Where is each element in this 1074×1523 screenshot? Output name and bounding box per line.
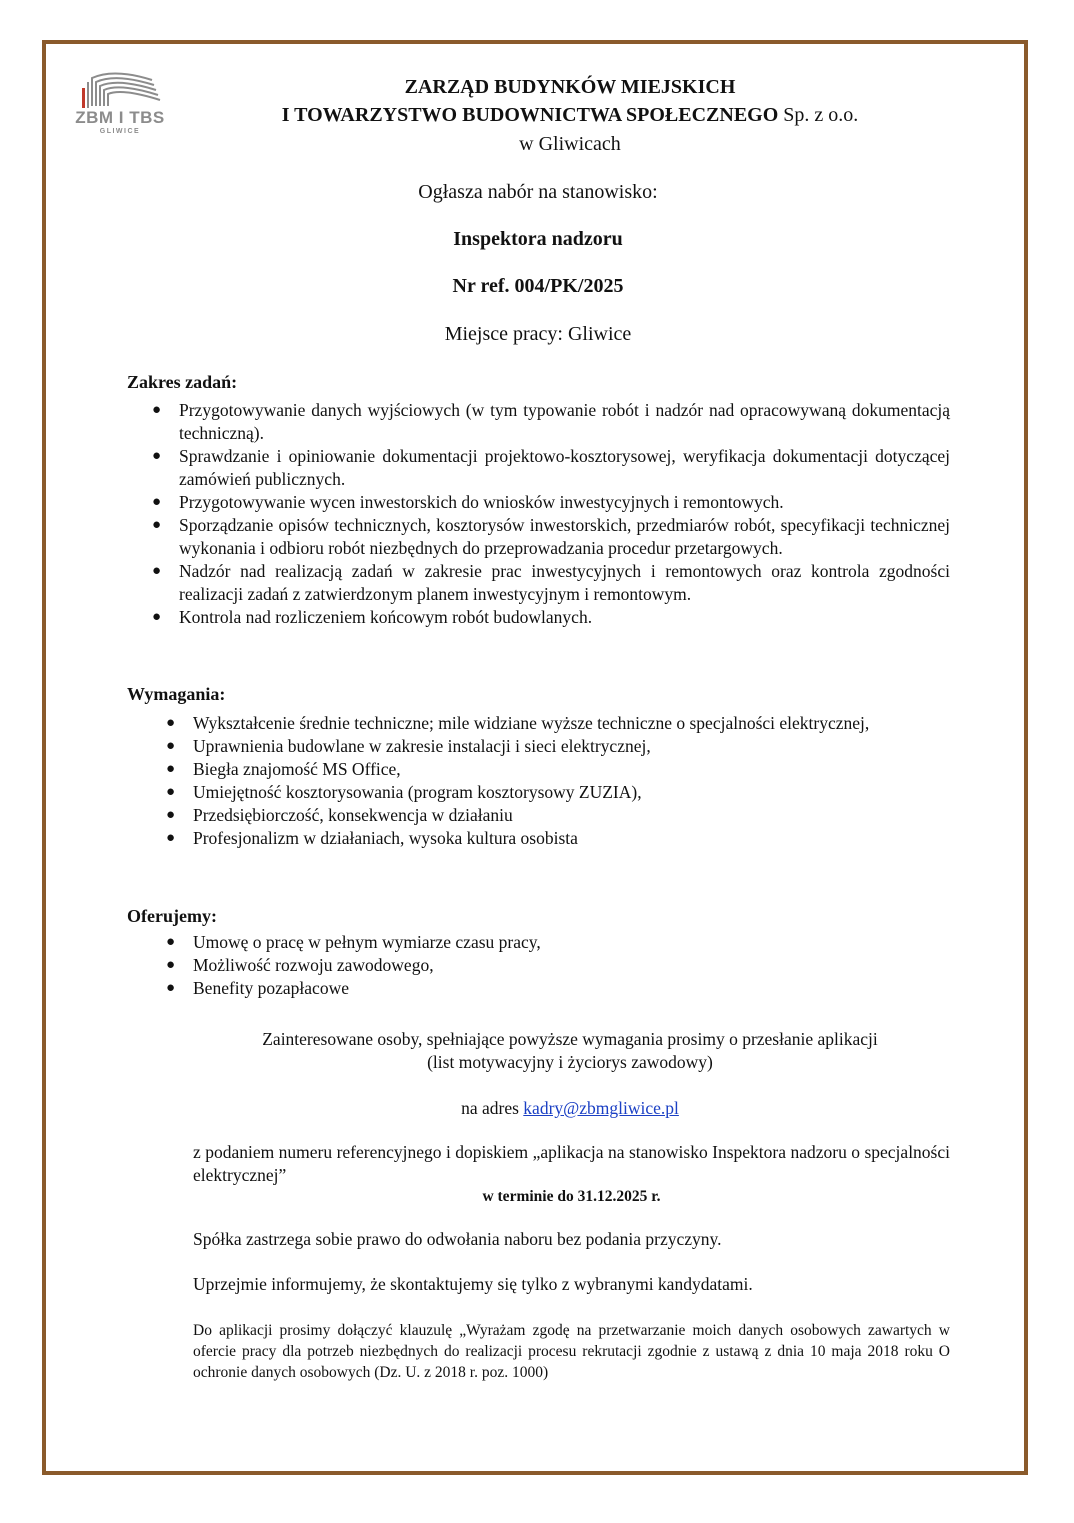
contact-notice: Uprzejmie informujemy, że skontaktujemy się tylko z wybranymi kandydatami.	[193, 1274, 753, 1294]
list-item: ● Nadzór nad realizacją zadań w zakresie prac inwestycyjnych i remontowych oraz kontrola zgodności realizacji zadań z zatwierdzonym planem inwestycyjnym i remontowym.	[152, 561, 950, 604]
list-item: ● Profesjonalizm w działaniach, wysoka kultura osobista	[166, 828, 578, 848]
address-prefix: na adres	[461, 1098, 524, 1118]
application-instructions	[150, 1028, 990, 1074]
list-item: ● Benefity pozapłacowe	[166, 978, 349, 998]
list-item: ● Sprawdzanie i opiniowanie dokumentacji projektowo-kosztorysowej, weryfikacja dokumentacji dotyczącej zamówień publicznych.	[152, 446, 950, 489]
email-link[interactable]: kadry@zbmgliwice.pl	[523, 1098, 679, 1118]
list-item: ● Wykształcenie średnie techniczne; mile widziane wyższe techniczne o specjalności elektrycznej,	[166, 713, 870, 733]
reference-note: z podaniem numeru referencyjnego i dopiskiem „aplikacja na stanowisko Inspektora nadzoru o specjalności elektrycznej”	[193, 1142, 950, 1185]
list-item: ● Umiejętność kosztorysowania (program kosztorysowy ZUZIA),	[166, 782, 642, 802]
header-company-name: I TOWARZYSTWO BUDOWNICTWA SPOŁECZNEGO	[281, 104, 779, 126]
announcement: Ogłasza nabór na stanowisko:	[418, 181, 658, 203]
application-address	[150, 1097, 990, 1120]
logo-subtext: GLIWICE	[99, 128, 141, 135]
list-item: ● Biegła znajomość MS Office,	[166, 759, 401, 779]
list-item: ● Sporządzanie opisów technicznych, kosztorysów inwestorskich, przedmiarów robót, specyfikacji technicznej wykonania i odbioru robót niezbędnych do przeprowadzania procedur przetargowych.	[152, 515, 950, 558]
requirements-title: Wymagania:	[127, 684, 226, 704]
header-company-form: Sp. z o.o.	[778, 104, 859, 126]
position-title: Inspektora nadzoru	[453, 228, 623, 250]
offer-list	[166, 931, 873, 1000]
logo-text: ZBM I TBS	[75, 108, 165, 127]
tasks-list	[152, 399, 950, 629]
requirements-list	[166, 712, 873, 850]
offer-title: Oferujemy:	[127, 906, 217, 926]
workplace: Miejsce pracy: Gliwice	[444, 323, 632, 345]
list-item: ● Umowę o pracę w pełnym wymiarze czasu pracy,	[166, 932, 541, 952]
reserve-notice: Spółka zastrzega sobie prawo do odwołania naboru bez podania przyczyny.	[193, 1229, 722, 1249]
list-item: ● Przygotowywanie danych wyjściowych (w tym typowanie robót i nadzór nad opracowywaną dokumentacją techniczną).	[152, 400, 950, 443]
list-item: ● Przedsiębiorczość, konsekwencja w działaniu	[166, 805, 513, 825]
list-item: ● Uprawnienia budowlane w zakresie instalacji i sieci elektrycznej,	[166, 736, 651, 756]
deadline: w terminie do 31.12.2025 r.	[482, 1188, 661, 1205]
header-line-1: ZARZĄD BUDYNKÓW MIEJSKICH	[404, 76, 736, 98]
list-item: ● Przygotowywanie wycen inwestorskich do wniosków inwestycyjnych i remontowych.	[152, 492, 784, 512]
gdpr-clause: Do aplikacji prosimy dołączyć klauzulę „Wyrażam zgodę na przetwarzanie moich danych osobowych zawartych w ofercie pracy dla potrzeb niezbędnych do realizacji procesu rekrutacji zgodnie z ustawą z dnia 10 maja 2018 roku O ochronie danych osobowych (Dz. U. z 2018 r. poz. 1000)	[193, 1322, 950, 1381]
header-line-3: w Gliwicach	[519, 133, 621, 155]
list-item: ● Możliwość rozwoju zawodowego,	[166, 955, 434, 975]
list-item: ● Kontrola nad rozliczeniem końcowym robót budowlanych.	[152, 607, 593, 627]
application-line-1: Zainteresowane osoby, spełniające powyższe wymagania prosimy o przesłanie aplikacji	[262, 1029, 878, 1049]
application-line-2: (list motywacyjny i życiorys zawodowy)	[427, 1052, 713, 1072]
tasks-title: Zakres zadań:	[127, 372, 238, 392]
reference-number: Nr ref. 004/PK/2025	[452, 275, 624, 297]
header-line-2	[120, 104, 1020, 127]
